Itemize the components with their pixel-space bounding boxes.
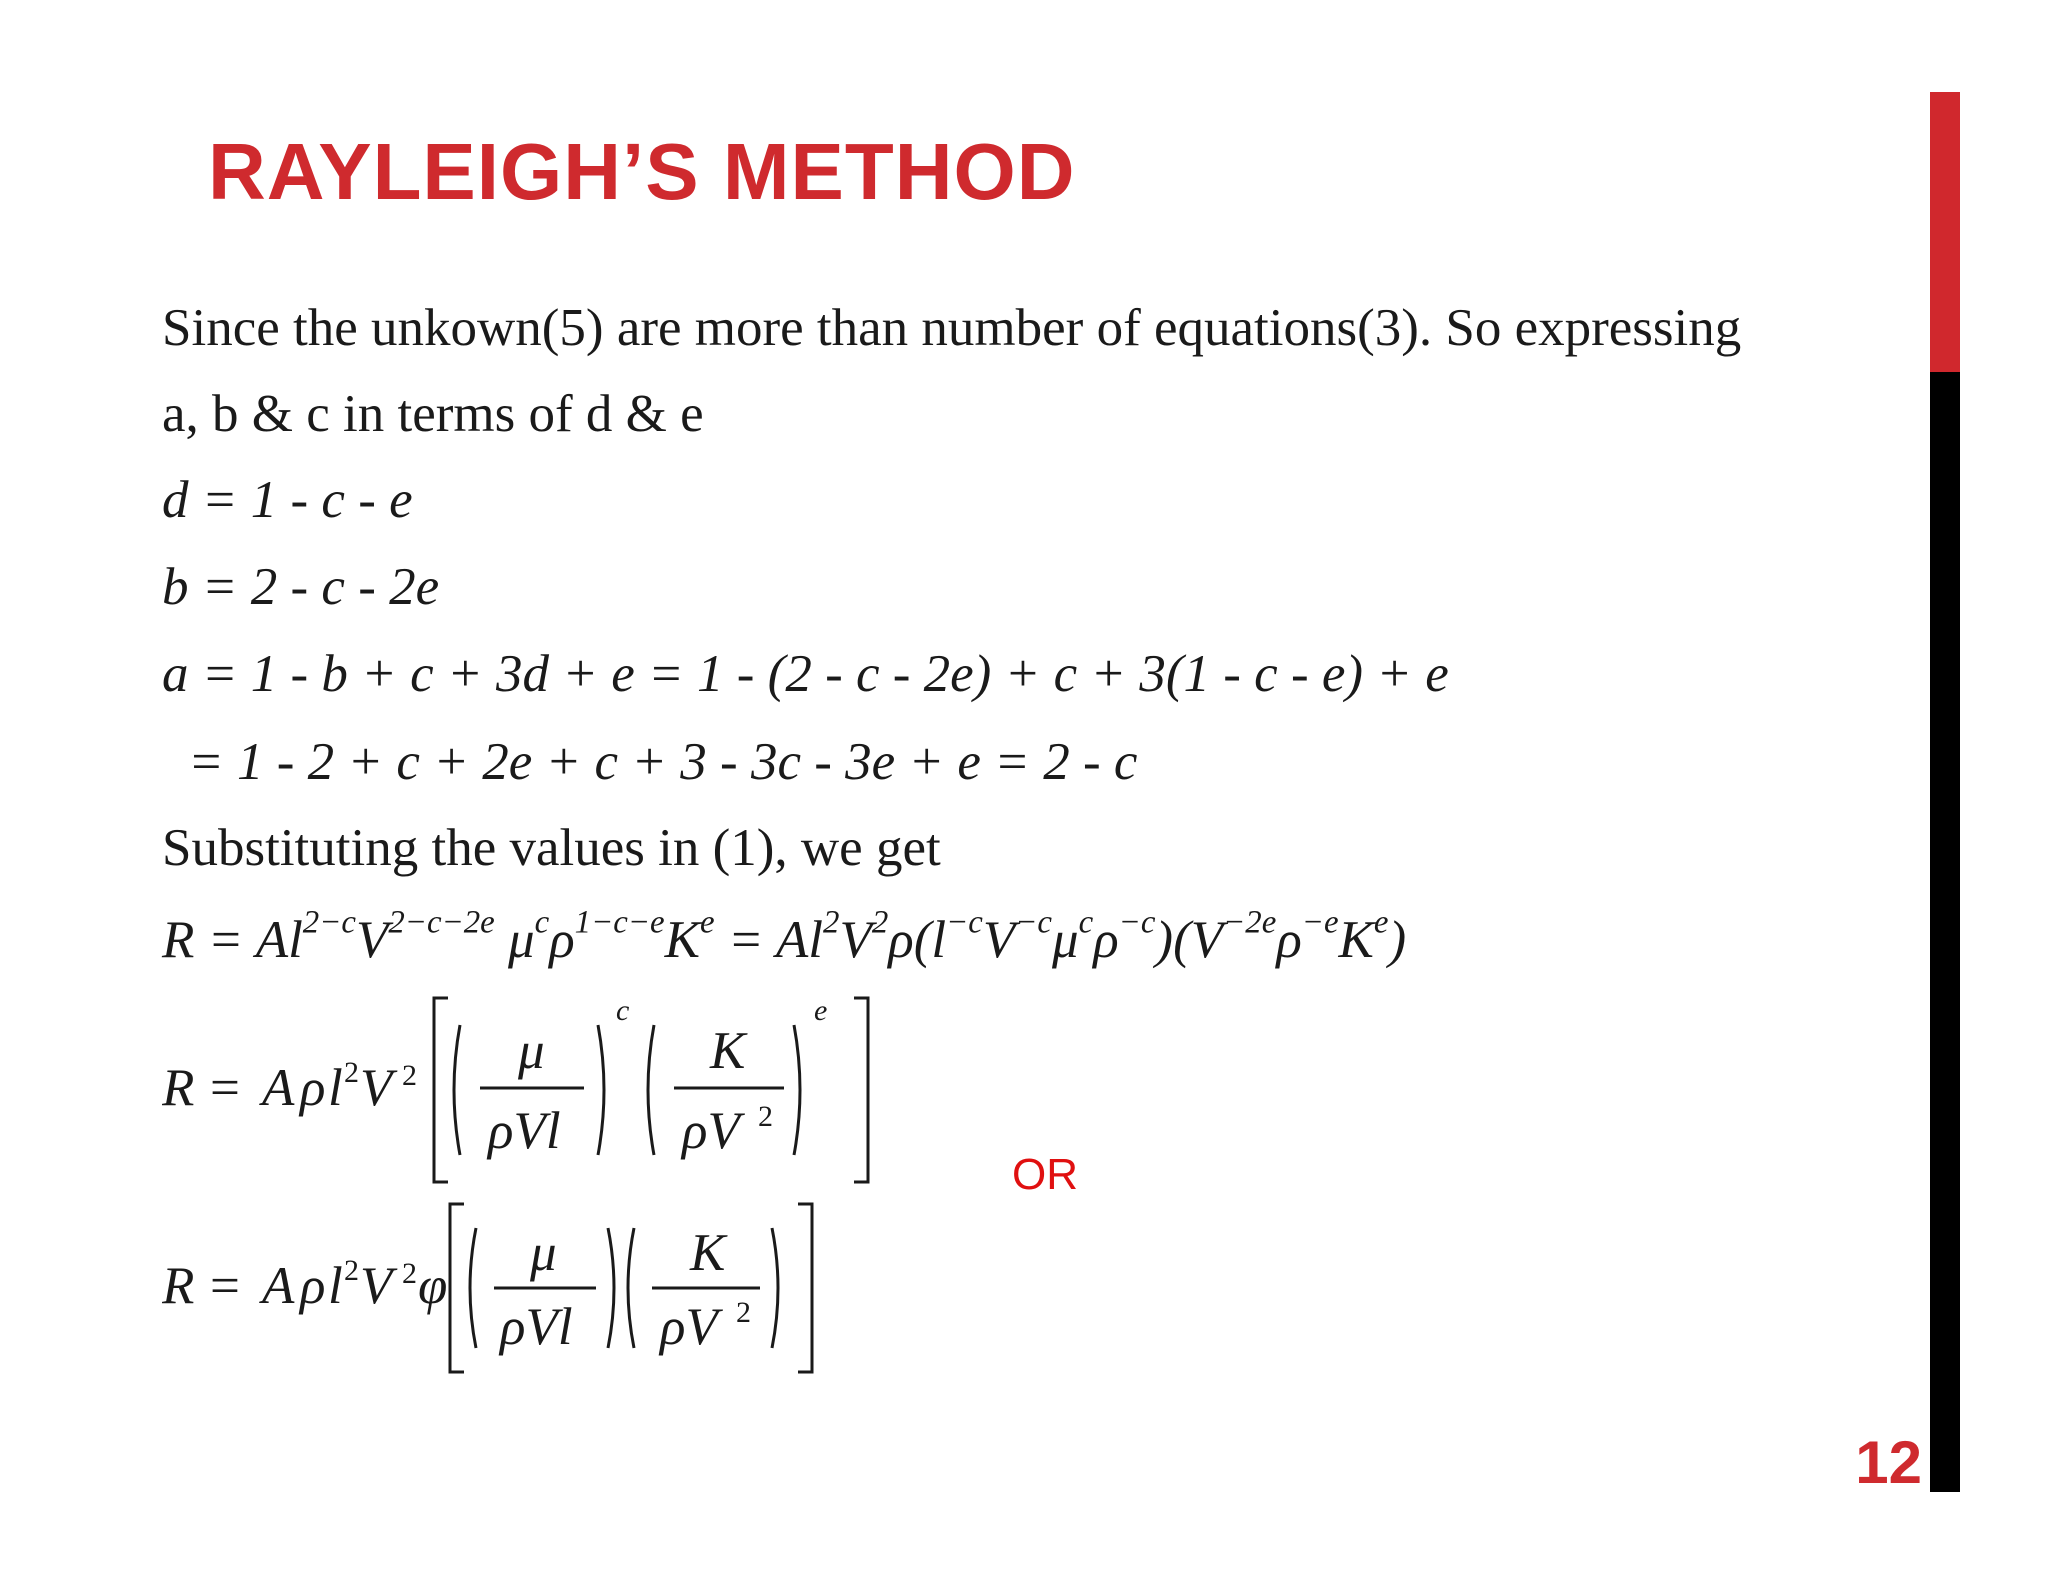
equation-a: a = 1 - b + c + 3d + e = 1 - (2 - c - 2e) + c + 3(1 - c - e) + e — [162, 645, 1449, 703]
svg-text:l: l — [328, 1257, 343, 1315]
svg-text:ρV: ρV — [660, 1298, 718, 1356]
svg-text:ρ: ρ — [300, 1059, 326, 1117]
equation-b: b = 2 - c - 2e — [162, 558, 440, 616]
intro-text-line-2: a, b & c in terms of d & e — [162, 385, 704, 443]
svg-text:2: 2 — [736, 1296, 751, 1329]
svg-text:l: l — [328, 1059, 343, 1117]
svg-text:2: 2 — [402, 1059, 417, 1092]
svg-text:e: e — [814, 994, 828, 1027]
accent-bar-black — [1930, 372, 1960, 1492]
svg-text:μ: μ — [518, 1022, 545, 1080]
page-number: 12 — [1855, 1429, 1922, 1496]
equation-d: d = 1 - c - e — [162, 471, 413, 529]
svg-text:μ: μ — [530, 1224, 557, 1282]
svg-text:A: A — [262, 1059, 295, 1117]
svg-text:ρVl: ρVl — [488, 1102, 561, 1160]
formula-r-phi — [162, 1198, 882, 1383]
svg-text:K: K — [690, 1224, 726, 1282]
svg-text:V: V — [360, 1257, 393, 1315]
or-label: OR — [1012, 1150, 1078, 1199]
svg-text:2: 2 — [402, 1257, 417, 1290]
svg-text:=: = — [210, 1257, 240, 1315]
svg-text:V: V — [360, 1059, 393, 1117]
svg-text:2: 2 — [344, 1056, 359, 1089]
svg-text:2: 2 — [344, 1254, 359, 1287]
svg-text:ρVl: ρVl — [500, 1298, 573, 1356]
formula-r-grouped — [162, 990, 882, 1195]
svg-text:K: K — [710, 1022, 746, 1080]
equation-a-simplified: = 1 - 2 + c + 2e + c + 3 - 3c - 3e + e = 2 - c — [188, 733, 1138, 791]
svg-text:c: c — [616, 994, 630, 1027]
intro-text-line-1: Since the unkown(5) are more than number of equations(3). So expressing — [162, 299, 1742, 357]
svg-text:=: = — [210, 1059, 240, 1117]
svg-text:R: R — [162, 1257, 195, 1315]
svg-text:A: A — [262, 1257, 295, 1315]
slide-title: RAYLEIGH’S METHOD — [208, 127, 1076, 216]
accent-bar-red — [1930, 92, 1960, 372]
svg-text:R: R — [162, 1059, 195, 1117]
svg-text:φ: φ — [418, 1257, 448, 1315]
svg-text:ρV: ρV — [682, 1102, 740, 1160]
svg-text:ρ: ρ — [300, 1257, 326, 1315]
substitution-text: Substituting the values in (1), we get — [162, 819, 941, 877]
svg-text:2: 2 — [758, 1100, 773, 1133]
formula-r-expanded: $R = Al^{2-c}V^{2-c-2e}$ $\mu^c\rho^{1-c-e}K^e = Al^2V^2\rho(l^{-c}V^{-c}\mu^c\rho^{-c})(V^{-2e}\rho^{-e}K^e)$ — [162, 904, 1407, 969]
